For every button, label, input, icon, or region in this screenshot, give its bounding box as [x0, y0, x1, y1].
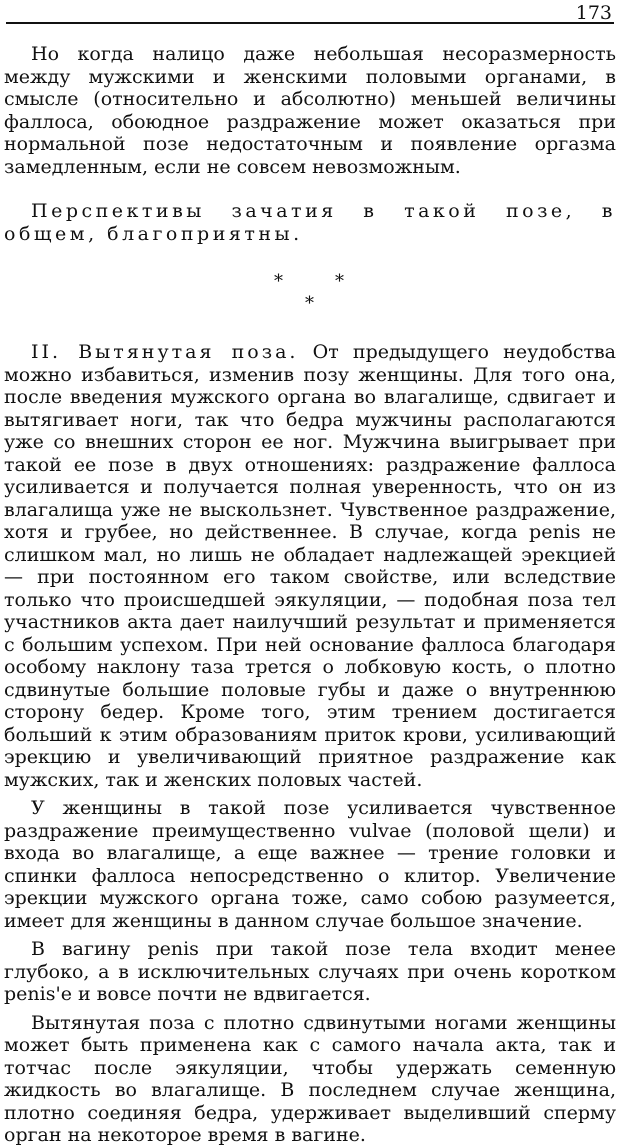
divider-asterisk: *	[305, 293, 314, 314]
page-number: 173	[575, 2, 612, 24]
paragraph-5: Вытянутая поза с плотно сдвинутыми ногами женщины может быть применена как с самого начала акта, так и тотчас после эякуляции, чтобы удержать семенную жидкость во влагалище. В последнем случае женщина, плотно соединяя бедра, удерживает выделивший сперму орган на некоторое время в вагине.	[4, 1011, 616, 1146]
page-body	[4, 43, 616, 1147]
paragraph-2: Перспективы зачатия в такой позе, в общем, благоприятны.	[4, 200, 616, 245]
section-text: От предыдущего неудобства можно избавиться, изменив позу женщины. Для того она, после введения мужского органа во влагалище, сдвигает и вытягивает ноги, так что бедра мужчины располагаются уже со внешних сторон ее ног. Мужчина выигрывает при такой ее позе в двух отношениях: раздражение фаллоса усиливается и получается полная уверенность, что он из влагалища уже не выскользнет. Чувственное раздражение, хотя и грубее, но действеннее. В случае, когда penis не слишком мал, но лишь не обладает надлежащей эрекцией — при постоянном его таком свойстве, или вследствие только что происшедшей эякуляции, — подобная поза тел участников акта дает наилучший результат и применяется с большим успехом. При ней основание фаллоса благодаря особому наклону таза трется о лобковую кость, о плотно сдвинутые большие половые губы и даже о внутреннюю сторону бедер. Кроме того, этим трением достигается больший к этим образованиям приток крови, усиливающий эрекцию и увеличивающий приятное раздражение как мужских, так и женских половых частей.	[4, 341, 616, 791]
paragraph-4: В вагину penis при такой позе тела входит менее глубоко, а в исключительных случаях при очень коротком penis'e и вовсе почти не вдвигается.	[4, 938, 616, 1005]
header-rule	[6, 22, 614, 24]
paragraph-3: У женщины в такой позе усиливается чувственное раздражение преимущественно vulvae (половой щели) и входа во влагалище, а еще важнее — трение головки и спинки фаллоса непосредственно о клитор. Увеличение эрекции мужского органа тоже, само собою разумеется, имеет для женщины в данном случае большое значение.	[4, 797, 616, 932]
divider-asterisk: *	[274, 271, 283, 292]
divider-asterisk: *	[335, 271, 344, 292]
section-heading: II. Вытянутая поза.	[31, 341, 299, 363]
section-paragraph	[4, 341, 616, 791]
section-divider	[4, 273, 616, 323]
paragraph-1: Но когда налицо даже небольшая несоразмерность между мужскими и женскими половыми органами, в смысле (относительно и абсолютно) меньшей величины фаллоса, обоюдное раздражение может оказаться при нормальной позе недостаточным и появление оргазма замедленным, если не совсем невозможным.	[4, 43, 616, 178]
